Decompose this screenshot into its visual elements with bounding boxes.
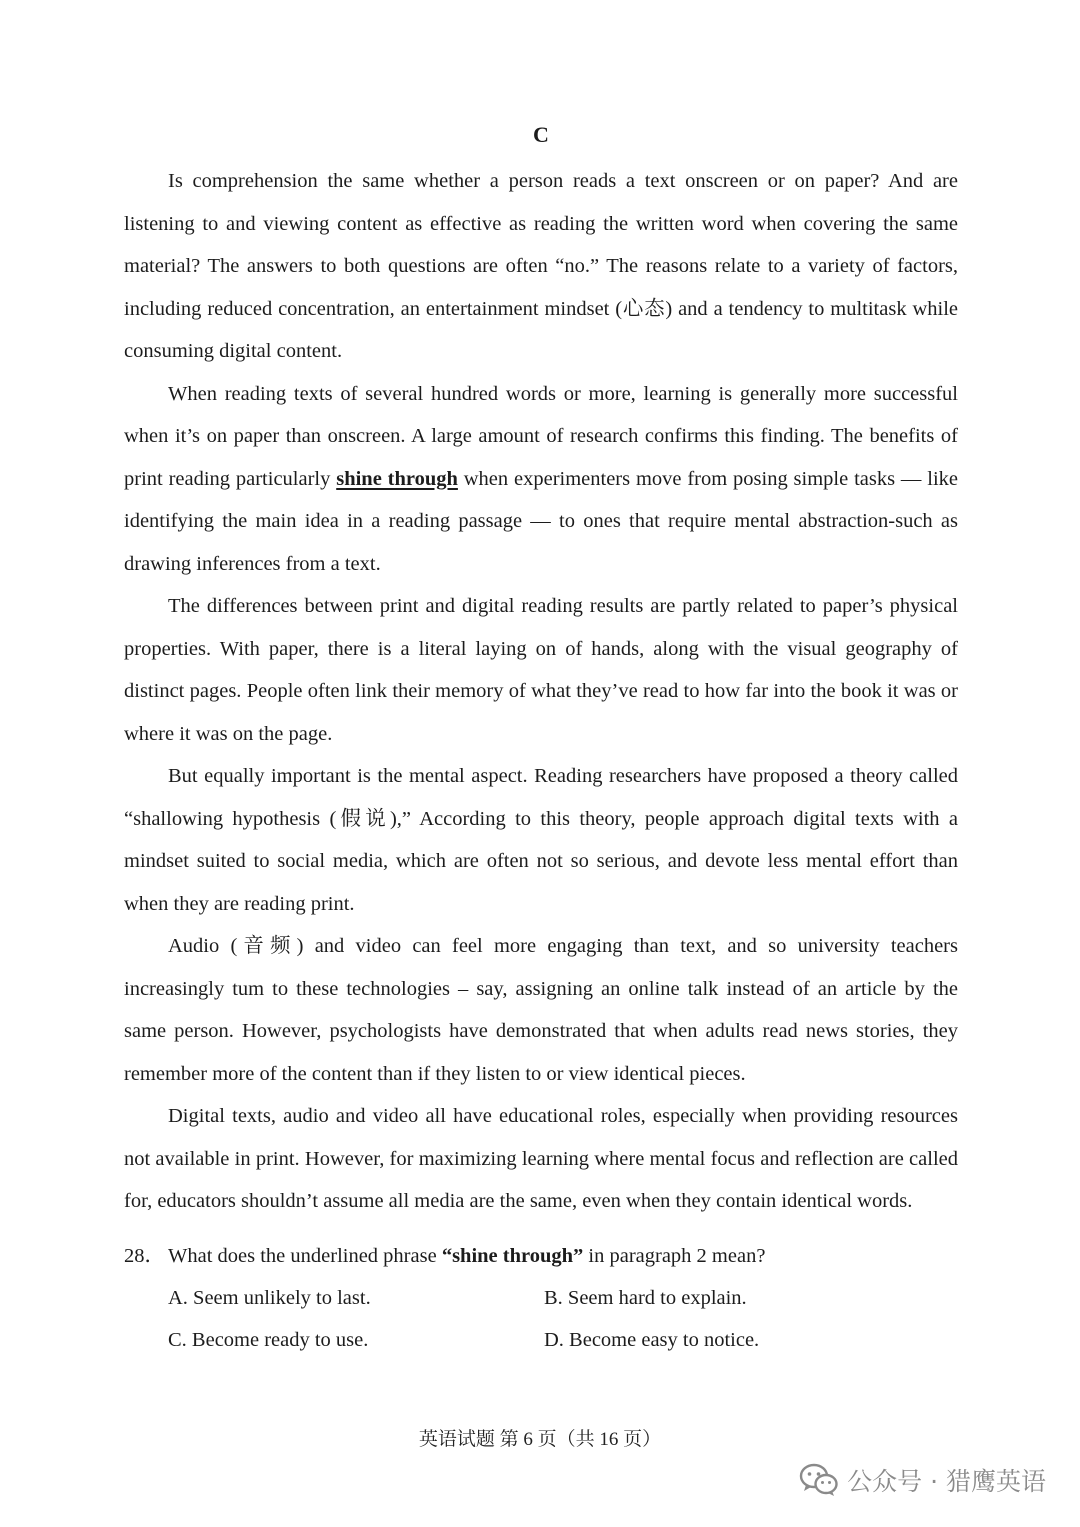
- option-a: A. Seem unlikely to last.: [168, 1286, 371, 1309]
- paragraph-1: Is comprehension the same whether a person reads a text onscreen or on paper? And are listening to and viewing content as effective as reading the written word when covering the same material? The answers to both questions are often “no.” The reasons relate to a variety of factors, including reduced concentration, an entertainment mindset (心态) and a tendency to multitask while consuming digital content.: [124, 170, 958, 362]
- paragraph-2: [124, 373, 958, 586]
- question-text: [168, 1235, 765, 1277]
- page-footer: 英语试题 第 6 页（共 16 页）: [418, 1429, 662, 1450]
- paragraph-2-text-before: When reading texts of several hundred words or more, learning is generally more successful when it’s on paper than onscreen. A large amount of research confirms this finding. The benefits of print reading particularly: [124, 382, 958, 490]
- watermark: [799, 1462, 1046, 1498]
- wechat-icon: [799, 1463, 839, 1497]
- option-c: C. Become ready to use.: [168, 1329, 369, 1351]
- question-number: 28．: [124, 1244, 165, 1267]
- paragraph-3: The differences between print and digital reading results are partly related to paper’s physical properties. With paper, there is a literal laying on of hands, along with the visual geography of distinct pages. People often link their memory of what they’ve read to how far into the book it was or where it was on the page.: [124, 595, 958, 745]
- paragraph-6: Digital texts, audio and video all have educational roles, especially when providing resources not available in print. However, for maximizing learning where mental focus and reflection are called for, educators shouldn’t assume all media are the same, even when they contain identical words.: [124, 1105, 958, 1212]
- question-text-after: in paragraph 2 mean?: [583, 1244, 766, 1267]
- section-title: C: [533, 122, 549, 147]
- paragraph-5: Audio (音频) and video can feel more engaging than text, and so university teachers increasingly tum to these technologies – say, assigning an online talk instead of an article by the same person. However, psychologists have demonstrated that when adults read news stories, they remember more of the content than if they listen to or view identical pieces.: [124, 935, 958, 1085]
- question-bold-phrase: “shine through”: [441, 1244, 584, 1267]
- exam-page: [124, 118, 958, 1362]
- option-d: D. Become easy to notice.: [544, 1329, 760, 1351]
- paragraph-2-text-after: when experimenters move from posing simple tasks — like identifying the main idea in a reading passage — to ones that require mental abstraction-such as drawing inferences from a text.: [124, 467, 958, 575]
- question-text-before: What does the underlined phrase: [168, 1244, 442, 1267]
- question-stem: [124, 1235, 958, 1277]
- paragraph-4: But equally important is the mental aspect. Reading researchers have proposed a theory called “shallowing hypothesis (假说),” According to this theory, people approach digital texts with a mindset suited to social media, which are often not so serious, and devote less mental effort than when they are reading print.: [124, 765, 958, 915]
- watermark-text: 公众号 · 猎鹰英语: [847, 1467, 1046, 1496]
- question-28: [124, 1235, 958, 1362]
- answer-options: [168, 1277, 958, 1362]
- option-b: B. Seem hard to explain.: [544, 1286, 747, 1309]
- underlined-phrase: shine through: [336, 467, 458, 490]
